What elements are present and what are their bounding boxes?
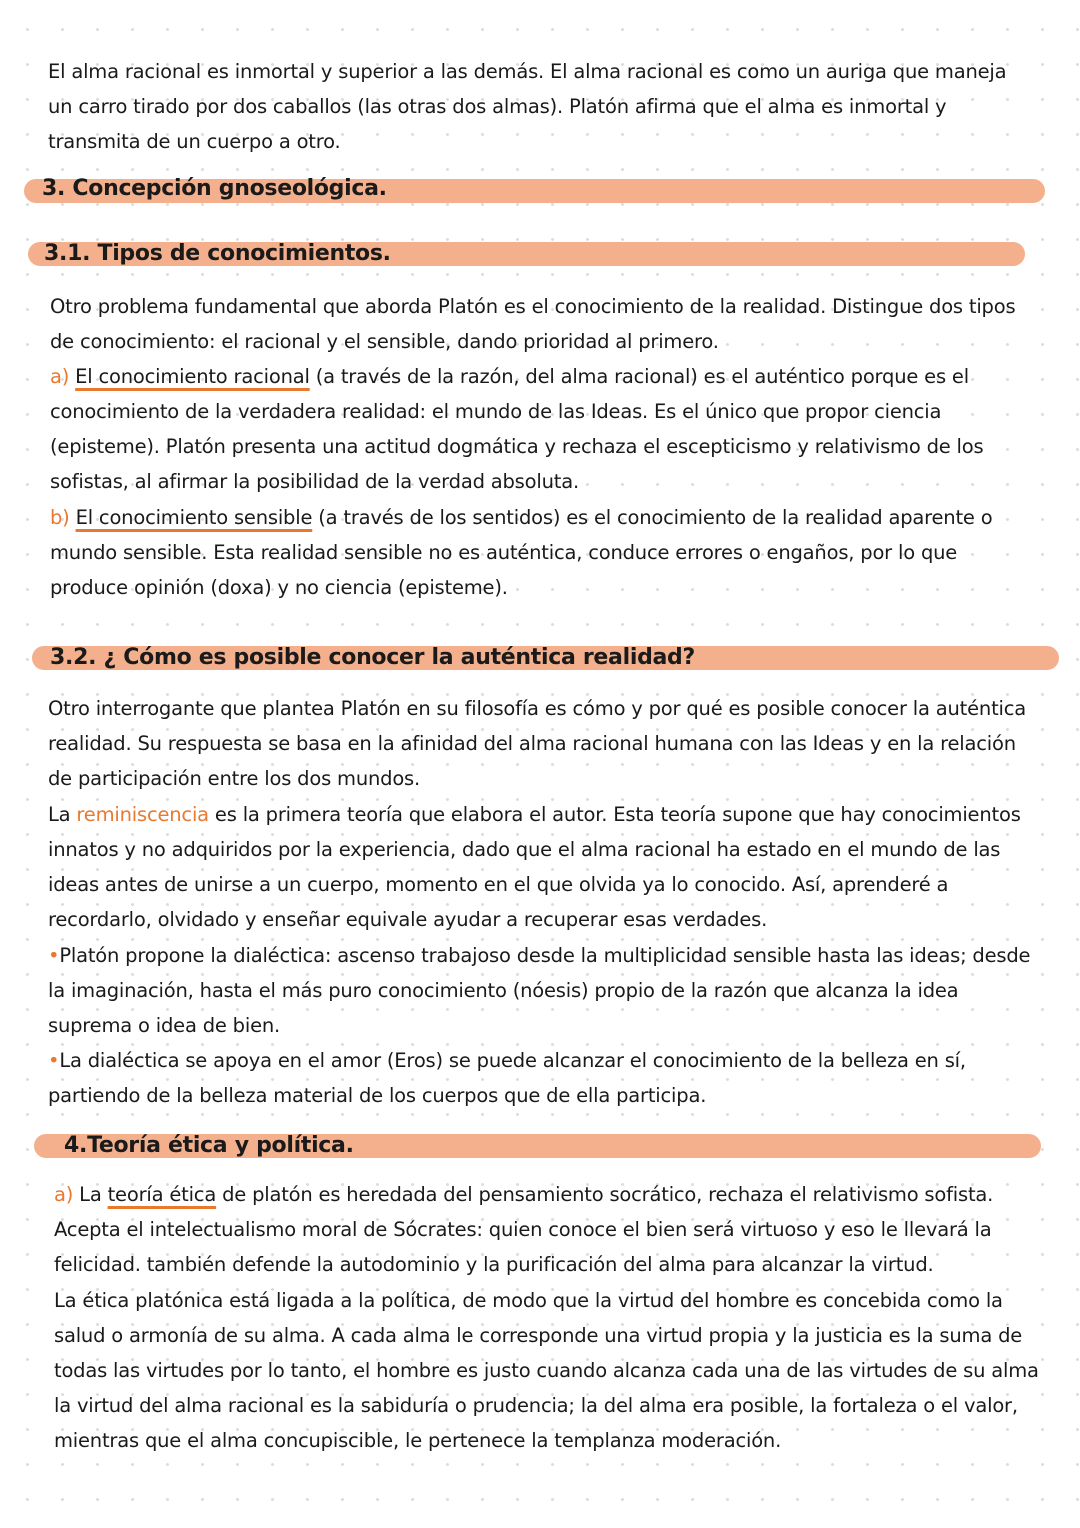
- item-a-term: El conocimiento racional: [75, 365, 310, 388]
- section-4-heading: 4.Teoría ética y política.: [64, 1133, 354, 1158]
- item-a-marker: a): [50, 365, 70, 388]
- s4-item-a-pre: La: [73, 1183, 108, 1206]
- bullet-dialectic-text: Platón propone la dialéctica: ascenso trabajoso desde la multiplicidad sensible hasta las ideas; desde la imaginación, hasta el más puro conocimiento (nóesis) propio de la razón que alcanza la idea suprema o idea de bien.: [48, 944, 1031, 1037]
- section-4-item-a: [54, 1177, 1039, 1282]
- section-3-1-item-a: [50, 359, 1035, 499]
- section-3-1-intro: Otro problema fundamental que aborda Platón es el conocimiento de la realidad. Distingue dos tipos de conocimiento: el racional y el sensible, dando prioridad al primero.: [50, 295, 1016, 353]
- reminiscence-post: es la primera teoría que elabora el autor. Esta teoría supone que hay conocimientos innatos y no adquiridos por la experiencia, dado que el alma racional ha estado en el mundo de las ideas antes de unirse a un cuerpo, momento en el que olvida ya lo conocido. Así, aprenderé a recordarlo, olvidado y enseñar equivale ayudar a recuperar esas verdades.: [48, 803, 1021, 931]
- item-a-text: (a través de la razón, del alma racional) es el auténtico porque es el conocimiento de la verdadera realidad: el mundo de las Ideas. Es el único que propor ciencia (episteme). Platón presenta una actitud dogmática y rechaza el escepticismo y relativismo de los sofistas, al afirmar la posibilidad de la verdad absoluta.: [50, 365, 984, 493]
- section-4-paragraph-2: La ética platónica está ligada a la política, de modo que la virtud del hombre es concebida como la salud o armonía de su alma. A cada alma le corresponde una virtud propia y la justicia es la suma de todas las virtudes por lo tanto, el hombre es justo cuando alcanza cada una de las virtudes de su alma la virtud del alma racional es la sabiduría o prudencia; la del alma era posible, la fortaleza o el valor, mientras que el alma concupiscible, le pertenece la templanza moderación.: [54, 1289, 1039, 1452]
- intro-paragraph: El alma racional es inmortal y superior a las demás. El alma racional es como un auriga que maneja un carro tirado por dos caballos (las otras dos almas). Platón afirma que el alma es inmortal y transmita de un cuerpo a otro.: [48, 60, 1007, 153]
- s4-item-a-post: de platón es heredada del pensamiento socrático, rechaza el relativismo sofista. Acepta el intelectualismo moral de Sócrates: quien conoce el bien será virtuoso y eso le llevará la felicidad. también defende la autodominio y la purificación del alma para alcanzar la virtud.: [54, 1183, 994, 1276]
- s4-item-a-term: teoría ética: [107, 1183, 217, 1206]
- section-3-2-bullet-eros: [48, 1043, 1033, 1113]
- bullet-eros-text: La dialéctica se apoya en el amor (Eros) se puede alcanzar el conocimiento de la belleza en sí, partiendo de la belleza material de los cuerpos que de ella participa.: [48, 1049, 966, 1107]
- section-3-2-heading: 3.2. ¿ Cómo es posible conocer la auténtica realidad?: [50, 645, 695, 670]
- section-3-1-item-b: [50, 500, 1035, 605]
- section-3-2-reminiscence-paragraph: [48, 797, 1033, 937]
- bullet-dot-icon: •: [48, 1049, 60, 1072]
- section-3-1-heading: 3.1. Tipos de conocimientos.: [44, 241, 391, 266]
- section-3-2-paragraph-1: Otro interrogante que plantea Platón en su filosofía es cómo y por qué es posible conocer la auténtica realidad. Su respuesta se basa en la afinidad del alma racional humana con las Ideas y en la relación de participación entre los dos mundos.: [48, 697, 1027, 790]
- section-3-heading: 3. Concepción gnoseológica.: [42, 176, 387, 201]
- reminiscence-pre: La: [48, 803, 77, 826]
- s4-item-a-marker: a): [54, 1183, 74, 1206]
- bullet-dot-icon: •: [48, 944, 60, 967]
- item-b-marker: b): [50, 506, 70, 529]
- item-b-text: (a través de los sentidos) es el conocimiento de la realidad aparente o mundo sensible. Esta realidad sensible no es auténtica, conduce errores o engaños, por lo que produce opinión (doxa) y no ciencia (episteme).: [50, 506, 993, 599]
- reminiscence-term: reminiscencia: [76, 803, 209, 826]
- section-3-2-bullet-dialectic: [48, 938, 1033, 1043]
- item-b-term: El conocimiento sensible: [75, 506, 313, 529]
